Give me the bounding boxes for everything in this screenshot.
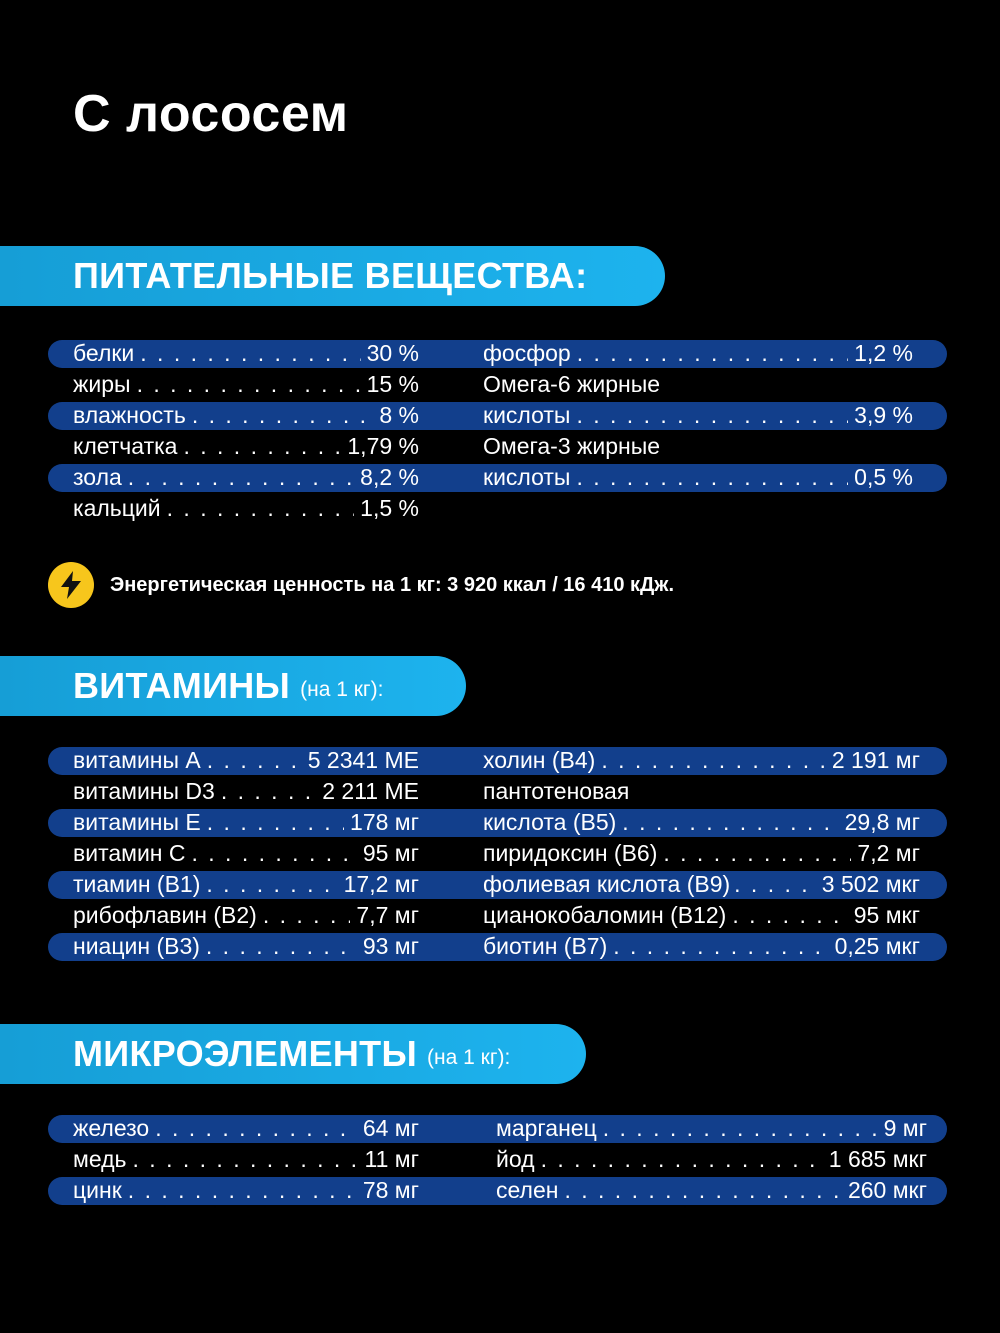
nutrient-label: влажность <box>73 402 186 428</box>
nutrient-value: 15 % <box>366 371 419 397</box>
nutrient-row <box>73 369 419 400</box>
vitamin-row <box>483 931 920 962</box>
nutrient-label: фосфор <box>483 340 571 366</box>
vitamin-value: 7,7 мг <box>356 902 419 928</box>
vitamin-row <box>73 931 419 962</box>
vitamin-row <box>483 869 920 900</box>
vitamin-value: 0,25 мкг <box>834 933 920 959</box>
vitamin-value: 93 мг <box>362 933 419 959</box>
vitamin-label: ниацин (В3) <box>73 933 200 959</box>
nutrient-value: 3,9 % <box>854 402 913 428</box>
vitamin-row <box>73 807 419 838</box>
lightning-bolt-icon <box>48 562 94 608</box>
vitamin-label: витамины D3 <box>73 778 215 804</box>
nutrient-label: белки <box>73 340 135 366</box>
vitamin-value: 2 211 МЕ <box>322 778 419 804</box>
vitamin-row <box>483 900 920 931</box>
vitamin-row <box>73 745 419 776</box>
nutrients-header <box>0 246 665 306</box>
vitamin-row <box>483 745 920 776</box>
nutrient-row <box>483 431 913 462</box>
minerals-heading: МИКРОЭЛЕМЕНТЫ <box>73 1033 418 1074</box>
nutrient-row <box>73 462 419 493</box>
vitamin-label: холин (В4) <box>483 747 596 773</box>
vitamin-row <box>483 807 920 838</box>
nutrient-row <box>483 369 913 400</box>
nutrient-value: 1,79 % <box>347 433 419 459</box>
vitamin-label: пиридоксин (В6) <box>483 840 658 866</box>
vitamin-row <box>73 869 419 900</box>
nutrient-label: жиры <box>73 371 131 397</box>
vitamin-label: витамин С <box>73 840 186 866</box>
page-title: С лососем <box>73 85 349 143</box>
mineral-label: селен <box>496 1177 559 1203</box>
mineral-label: цинк <box>73 1177 122 1203</box>
mineral-label: железо <box>73 1115 150 1141</box>
vitamins-header <box>0 656 466 716</box>
mineral-label: медь <box>73 1146 127 1172</box>
nutrient-row <box>483 462 913 493</box>
vitamin-row <box>483 776 920 807</box>
vitamins-heading: ВИТАМИНЫ <box>73 665 291 706</box>
minerals-subheading: (на 1 кг): <box>427 1046 511 1069</box>
nutrient-label: клетчатка <box>73 433 178 459</box>
nutrient-value: 0,5 % <box>854 464 913 490</box>
vitamin-label: витамины Е <box>73 809 201 835</box>
vitamin-row <box>73 776 419 807</box>
nutrient-value: 1,2 % <box>854 340 913 366</box>
nutrient-label: кальций <box>73 495 161 521</box>
minerals-header <box>0 1024 586 1084</box>
nutrient-label: Омега-3 жирные <box>483 433 661 459</box>
nutrients-heading: ПИТАТЕЛЬНЫЕ ВЕЩЕСТВА: <box>73 255 588 296</box>
vitamin-label: кислота (В5) <box>483 809 617 835</box>
energy-line <box>48 562 674 608</box>
vitamin-label: цианокобаломин (В12) <box>483 902 727 928</box>
vitamin-value: 3 502 мкг <box>821 871 920 897</box>
vitamin-value: 178 мг <box>350 809 419 835</box>
mineral-row <box>496 1113 927 1144</box>
nutrient-value: 8 % <box>379 402 419 428</box>
vitamin-value: 2 191 мг <box>831 747 920 773</box>
mineral-value: 64 мг <box>362 1115 419 1141</box>
vitamin-value: 95 мг <box>362 840 419 866</box>
mineral-value: 1 685 мкг <box>828 1146 927 1172</box>
vitamin-label: витамины А <box>73 747 201 773</box>
nutrient-value: 8,2 % <box>360 464 419 490</box>
vitamins-subheading: (на 1 кг): <box>300 678 384 701</box>
vitamin-label: биотин (В7) <box>483 933 608 959</box>
nutrient-row <box>73 431 419 462</box>
mineral-row <box>73 1113 419 1144</box>
nutrient-row <box>73 400 419 431</box>
nutrient-row <box>483 400 913 431</box>
nutrient-value: 30 % <box>366 340 419 366</box>
energy-text: Энергетическая ценность на 1 кг: 3 920 ккал / 16 410 кДж. <box>110 573 675 596</box>
vitamin-value: 7,2 мг <box>857 840 920 866</box>
mineral-label: йод <box>496 1146 535 1172</box>
mineral-value: 260 мкг <box>847 1177 927 1203</box>
nutrient-label: кислоты <box>483 402 571 428</box>
vitamin-label: тиамин (В1) <box>73 871 201 897</box>
nutrient-label: зола <box>73 464 122 490</box>
vitamin-label: фолиевая кислота (В9) <box>483 871 731 897</box>
mineral-label: марганец <box>496 1115 597 1141</box>
vitamin-value: 29,8 мг <box>844 809 920 835</box>
mineral-value: 9 мг <box>883 1115 927 1141</box>
vitamin-row <box>73 838 419 869</box>
nutrient-row <box>483 338 913 369</box>
mineral-row <box>73 1144 419 1175</box>
vitamin-label: рибофлавин (В2) <box>73 902 257 928</box>
vitamin-label: пантотеновая <box>483 778 630 804</box>
mineral-row <box>496 1144 927 1175</box>
nutrient-value: 1,5 % <box>360 495 419 521</box>
vitamin-value: 17,2 мг <box>343 871 419 897</box>
mineral-value: 78 мг <box>362 1177 419 1203</box>
vitamin-value: 5 2341 МЕ <box>307 747 419 773</box>
vitamin-row <box>73 900 419 931</box>
nutrient-row <box>73 338 419 369</box>
nutrient-label: Омега-6 жирные <box>483 371 661 397</box>
nutrient-label: кислоты <box>483 464 571 490</box>
vitamin-row <box>483 838 920 869</box>
vitamin-value: 95 мкг <box>853 902 920 928</box>
nutrient-row <box>73 493 419 524</box>
mineral-row <box>73 1175 419 1206</box>
mineral-value: 11 мг <box>364 1146 419 1172</box>
mineral-row <box>496 1175 927 1206</box>
